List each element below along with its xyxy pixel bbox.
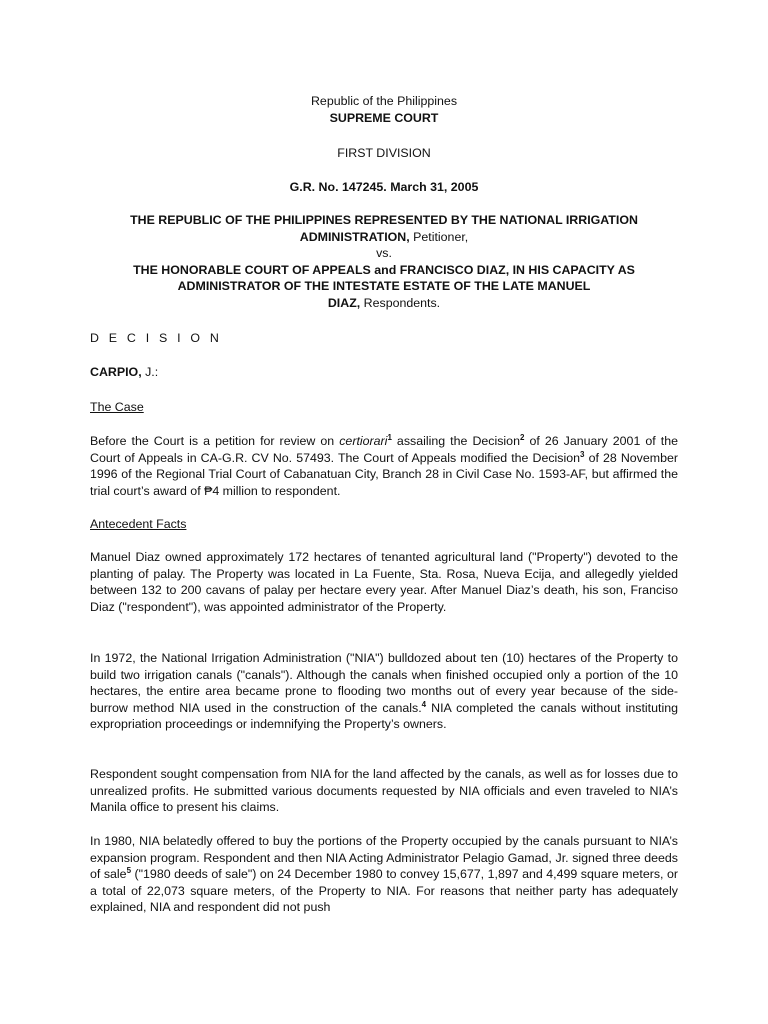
footnote-ref-1: 1 <box>387 432 392 442</box>
p5-text-b: ("1980 deeds of sale") on 24 December 1980 to convey 15,677, 1,897 and 4,499 square meters, or a total of 22,073 square meters, of the Property to NIA. For reasons that neither party has adequately explained, NIA and respondent did not push <box>90 867 678 914</box>
petitioner-name-end: ADMINISTRATION, <box>299 229 410 244</box>
header-division: FIRST DIVISION <box>337 146 431 160</box>
justice-suffix: J.: <box>141 365 159 379</box>
respondent-role: Respondents. <box>360 295 441 310</box>
footnote-ref-2: 2 <box>519 432 525 442</box>
footnote-ref-5: 5 <box>126 865 132 875</box>
paragraph-2: Manuel Diaz owned approximately 172 hectares of tenanted agricultural land ("Property") devoted to the planting of palay. The Property was located in La Fuente, Sta. Rosa, Nueva Ecija, and allegedly yielded between 132 to 200 cavans of palay per hectare every year. After Manuel Diaz’s death, his son, Franciso Diaz ("respondent"), was appointed administrator of the Property. <box>90 550 678 614</box>
header-court: SUPREME COURT <box>329 111 439 125</box>
p5-text-a: In 1980, NIA belatedly offered to buy the portions of the Property occupied by the canals pursuant to NIA’s expansion program. Respondent and then NIA Acting Administrator Pelagio Gamad, Jr. signed three deeds of sale <box>90 834 678 881</box>
p1-text-c: of 26 January 2001 of the Court of Appeals in CA-G.R. CV No. 57493. The Court of Appeals modified the Decision <box>90 434 678 465</box>
footnote-ref-4: 4 <box>421 699 427 709</box>
paragraph-5 <box>90 833 678 916</box>
p1-text-b: assailing the Decision <box>391 434 520 448</box>
header-republic: Republic of the Philippines <box>310 94 458 108</box>
p3-text-a: In 1972, the National Irrigation Administration ("NIA") bulldozed about ten (10) hectares of the Property to build two irrigation canals ("canals"). Although the canals when finished occupied only a portion of the 10 hectares, the entire area became prone to flooding two months out of every year because of the side-burrow method NIA used in the construction of the canals. <box>90 651 678 715</box>
petitioner-role: Petitioner, <box>409 229 469 244</box>
p1-text-a: Before the Court is a petition for review on <box>90 434 340 448</box>
petitioner-line-1: THE REPUBLIC OF THE PHILIPPINES REPRESENTED BY THE NATIONAL IRRIGATION <box>130 213 638 227</box>
paragraph-4: Respondent sought compensation from NIA for the land affected by the canals, as well as for losses due to unrealized profits. He submitted various documents requested by NIA officials and even traveled to NIA’s Manila office to present his claims. <box>90 767 678 814</box>
p3-text-b: NIA completed the canals without instituting expropriation proceedings or indemnifying the Property’s owners. <box>90 700 678 731</box>
decision-label: D E C I S I O N <box>90 331 222 345</box>
versus: vs. <box>376 246 392 260</box>
p1-text-d: of 28 November 1996 of the Regional Trial Court of Cabanatuan City, Branch 28 in Civil Case No. 1593-AF, but affirmed the trial court’s award of ₱4 million to respondent. <box>90 450 678 498</box>
respondent-line-3 <box>90 295 678 312</box>
paragraph-3 <box>90 650 678 733</box>
respondent-line-1: THE HONORABLE COURT OF APPEALS and FRANCISCO DIAZ, IN HIS CAPACITY AS <box>133 262 635 277</box>
justice-name: CARPIO, <box>90 365 142 379</box>
respondent-line-2: ADMINISTRATOR OF THE INTESTATE ESTATE OF THE LATE MANUEL <box>177 279 591 293</box>
paragraph-1 <box>90 433 678 499</box>
case-caption <box>90 212 678 311</box>
p1-certiorari: certiorari <box>339 434 388 448</box>
respondent-name-end: DIAZ, <box>327 295 361 310</box>
footnote-ref-3: 3 <box>580 449 585 459</box>
petitioner-line-2 <box>90 229 678 246</box>
section-heading-facts: Antecedent Facts <box>90 517 187 531</box>
case-number: G.R. No. 147245. March 31, 2005 <box>289 180 479 194</box>
section-heading-case: The Case <box>90 400 144 414</box>
ponente <box>90 364 678 381</box>
